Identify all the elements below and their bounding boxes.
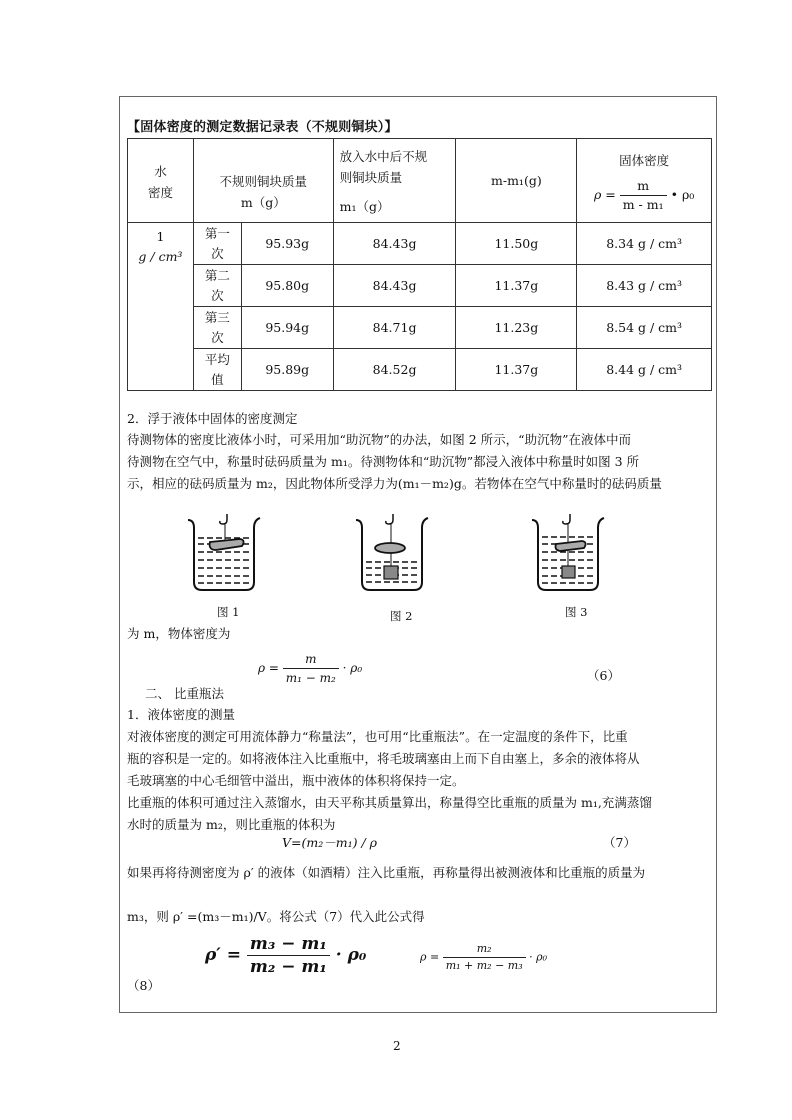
figure-2-caption: 图 2: [390, 609, 413, 623]
equation-6-number: （6）: [587, 668, 620, 683]
cell-rho: 8.34 g / cm³: [577, 223, 712, 265]
header-text: 固体密度: [619, 152, 670, 168]
figure-2-beaker: [348, 510, 438, 595]
cell-m: 95.93g: [241, 223, 333, 265]
equation-rhs: · ρ₀: [335, 945, 367, 965]
paragraph-line: 示，相应的砝码质量为 m₂，因此物体所受浮力为(m₁－m₂)g。若物体在空气中称量时的砝码质量: [127, 476, 662, 491]
cell-m1: 84.43g: [333, 265, 456, 307]
equation-lhs: ρ =: [258, 661, 279, 675]
header-text: 放入水中后不规: [339, 149, 428, 164]
cell-m: 95.89g: [241, 349, 333, 391]
row-label-b: 值: [211, 371, 224, 387]
equation-7: V=(m₂－m₁) / ρ: [282, 835, 377, 850]
subsection-heading: 1．液体密度的测量: [127, 707, 235, 722]
figure-1-caption: 图 1: [217, 605, 240, 619]
formula-denominator: m - m₁: [622, 196, 664, 212]
formula-numerator: m: [620, 177, 667, 196]
equation-numerator: m₃ − m₁: [247, 933, 330, 956]
cell-m: 95.94g: [241, 307, 333, 349]
header-text: 密度: [147, 184, 173, 200]
paragraph-line: 如果再将待测密度为 ρ′ 的液体（如酒精）注入比重瓶，再称量得出被测液体和比重瓶的质量为: [127, 865, 646, 880]
table-title: 【固体密度的测定数据记录表（不规则铜块）】: [127, 120, 398, 135]
row-label: [193, 223, 241, 265]
row-label-b: 次: [211, 329, 224, 345]
equation-fraction: [247, 933, 330, 978]
section-heading: 二、 比重瓶法: [145, 686, 224, 701]
density-formula: [577, 177, 711, 214]
row-label: [193, 349, 241, 391]
equation-8a: [205, 933, 366, 978]
equation-rhs: · ρ₀: [342, 661, 363, 675]
table-row: [128, 307, 712, 349]
table-row: [128, 349, 712, 391]
table-row: [128, 265, 712, 307]
page-number: 2: [393, 1039, 401, 1053]
paragraph-line: 待测物在空气中，称量时砝码质量为 m₁。待测物体和“助沉物”都浸入液体中称量时如图 3 所: [127, 454, 640, 469]
cell-rho: 8.44 g / cm³: [577, 349, 712, 391]
header-text: m₁（g）: [339, 199, 390, 214]
header-text: m（g）: [240, 194, 286, 210]
table-header-row: [128, 139, 712, 223]
equation-denominator: m₁ + m₂ − m₃: [445, 959, 523, 972]
water-density-unit: g / cm³: [138, 249, 183, 264]
formula-rhs: • ρ₀: [670, 186, 695, 202]
figure-1-beaker: [180, 510, 270, 595]
equation-8-number: （8）: [127, 978, 160, 993]
equation-fraction: [443, 941, 526, 974]
equation-denominator: m₂ − m₁: [249, 957, 327, 977]
cell-rho: 8.54 g / cm³: [577, 307, 712, 349]
paragraph-line: 对液体密度的测定可用流体静力“称量法”，也可用“比重瓶法”。在一定温度的条件下，比重: [127, 729, 628, 744]
equation-numerator: m: [283, 650, 339, 669]
equation-lhs: ρ =: [420, 950, 440, 964]
row-label: [193, 307, 241, 349]
paragraph-line: m₃，则 ρ′ =(m₃－m₁)/V。将公式（7）代入此公式得: [127, 909, 425, 924]
cell-diff: 11.23g: [456, 307, 577, 349]
equation-rhs: · ρ₀: [529, 950, 548, 964]
paragraph-line: 水时的质量为 m₂，则比重瓶的体积为: [127, 817, 336, 832]
cell-m: 95.80g: [241, 265, 333, 307]
paragraph-line: 瓶的容积是一定的。如将液体注入比重瓶中，将毛玻璃塞由上而下自由塞上，多余的液体将从: [127, 751, 640, 766]
row-label-a: 第三: [204, 309, 230, 325]
header-solid-density: [577, 139, 712, 223]
equation-denominator: m₁ − m₂: [285, 671, 336, 685]
paragraph-line: 毛玻璃塞的中心毛细管中溢出，瓶中液体的体积将保持一定。: [127, 773, 465, 788]
row-label-b: 次: [211, 287, 224, 303]
equation-lhs: ρ′ =: [205, 945, 241, 965]
row-label-a: 第一: [204, 225, 230, 241]
figure-3-beaker: [524, 510, 614, 595]
header-mass-diff: [456, 139, 577, 223]
cell-m1: 84.43g: [333, 223, 456, 265]
equation-fraction: [283, 650, 339, 687]
header-mass-m: [193, 139, 333, 223]
header-water-density: [128, 139, 194, 223]
water-density-cell: [128, 223, 194, 391]
cell-m1: 84.52g: [333, 349, 456, 391]
header-text: 不规则铜块质量: [219, 173, 308, 189]
table-row: [128, 223, 712, 265]
paragraph-line: 比重瓶的体积可通过注入蒸馏水，由天平称其质量算出，称量得空比重瓶的质量为 m₁,充满蒸馏: [127, 795, 652, 810]
cell-diff: 11.37g: [456, 349, 577, 391]
header-mass-m1: [333, 139, 456, 223]
paragraph-line: 为 m，物体密度为: [127, 626, 231, 641]
paragraph-line: 待测物体的密度比液体小时，可采用加“助沉物”的办法，如图 2 所示，“助沉物”在液体中而: [127, 432, 631, 447]
equation-6: [258, 650, 362, 687]
row-label: [193, 265, 241, 307]
section2-heading: 2．浮于液体中固体的密度测定: [127, 411, 298, 426]
equation-numerator: m₂: [443, 941, 526, 958]
formula-fraction: [620, 177, 667, 214]
cell-m1: 84.71g: [333, 307, 456, 349]
figure-3-caption: 图 3: [565, 605, 588, 619]
density-data-table: [127, 138, 712, 391]
row-label-b: 次: [211, 245, 224, 261]
water-density-value: 1: [156, 229, 165, 244]
cell-rho: 8.43 g / cm³: [577, 265, 712, 307]
header-text: m-m₁(g): [491, 173, 542, 188]
cell-diff: 11.50g: [456, 223, 577, 265]
header-text: 水: [154, 163, 167, 179]
formula-lhs: ρ =: [593, 186, 616, 202]
equation-8b: [420, 941, 547, 974]
row-label-a: 平均: [204, 351, 230, 367]
equation-7-number: （7）: [603, 835, 636, 850]
header-text: 则铜块质量: [339, 170, 403, 185]
row-label-a: 第二: [204, 267, 230, 283]
cell-diff: 11.37g: [456, 265, 577, 307]
